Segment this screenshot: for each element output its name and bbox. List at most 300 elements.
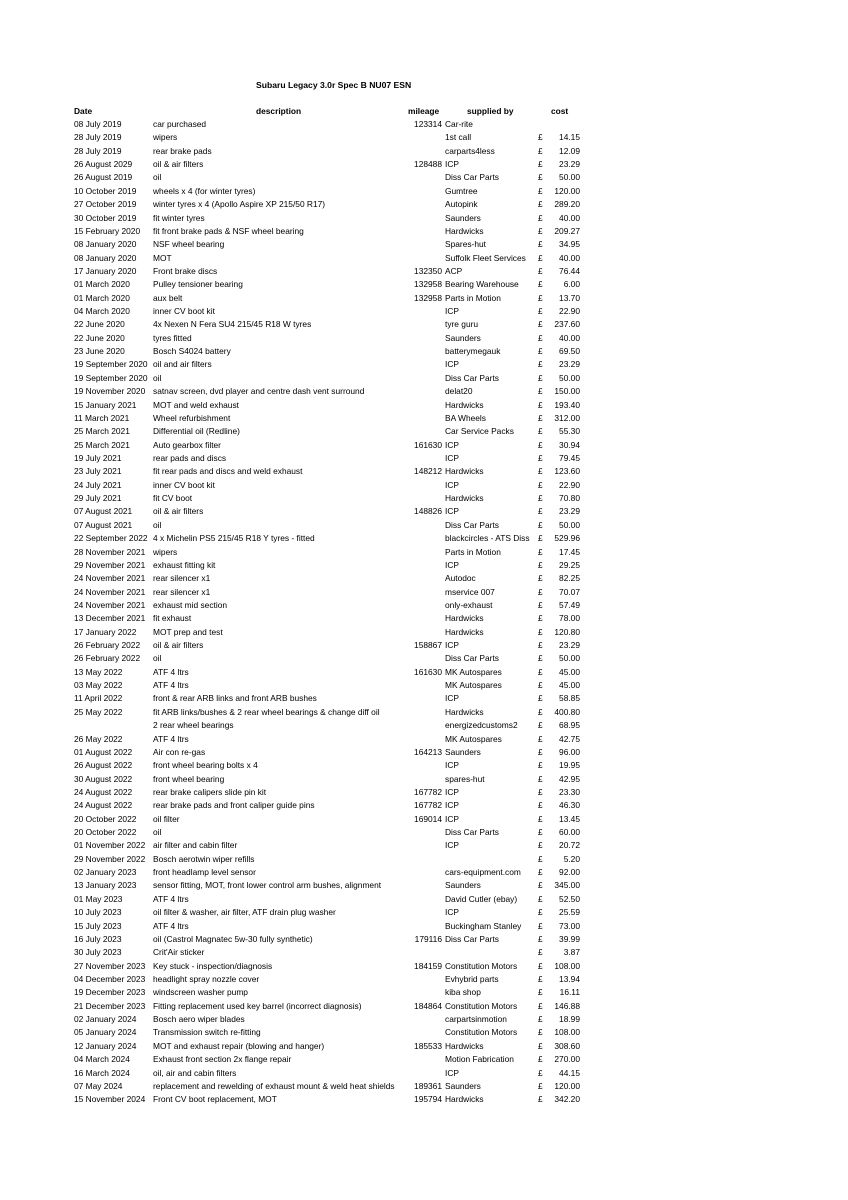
cell-date: 30 October 2019 (74, 212, 137, 223)
table-row (74, 893, 594, 906)
table-row (74, 1093, 594, 1106)
cell-date: 30 July 2023 (74, 947, 122, 958)
cell-date: 28 July 2019 (74, 145, 122, 156)
cell-currency: £ (538, 292, 543, 303)
cell-supplier: Autodoc (445, 573, 476, 584)
cell-description: oil (Castrol Magnatec 5w-30 fully synthetic) (153, 933, 313, 944)
cell-cost: 3.87 (563, 947, 580, 958)
cell-cost: 6.00 (563, 279, 580, 290)
cell-currency: £ (538, 1080, 543, 1091)
cell-currency: £ (538, 439, 543, 450)
cell-date: 29 November 2021 (74, 559, 146, 570)
cell-mileage: 164213 (414, 746, 442, 757)
table-row (74, 439, 594, 452)
cell-currency: £ (538, 132, 543, 143)
cell-cost: 23.29 (559, 640, 580, 651)
cell-currency: £ (538, 827, 543, 838)
cell-description: wipers (153, 132, 178, 143)
cell-date: 26 February 2022 (74, 653, 141, 664)
cell-currency: £ (538, 386, 543, 397)
table-row (74, 1067, 594, 1080)
cell-date: 20 October 2022 (74, 813, 137, 824)
cell-description: replacement and rewelding of exhaust mount & weld heat shields (153, 1080, 395, 1091)
cell-supplier: delat20 (445, 386, 473, 397)
cell-cost: 17.45 (559, 546, 580, 557)
cell-mileage: 158867 (414, 640, 442, 651)
cell-cost: 42.95 (559, 773, 580, 784)
cell-description: aux belt (153, 292, 183, 303)
cell-supplier: MK Autospares (445, 680, 502, 691)
cell-description: Fitting replacement used key barrel (incorrect diagnosis) (153, 1000, 362, 1011)
cell-description: MOT and weld exhaust (153, 399, 239, 410)
table-row (74, 278, 594, 291)
table-row (74, 519, 594, 532)
cell-cost: 40.00 (559, 212, 580, 223)
cell-description: exhaust fitting kit (153, 559, 216, 570)
cell-supplier: ICP (445, 479, 459, 490)
cell-currency: £ (538, 1054, 543, 1065)
cell-cost: 50.00 (559, 172, 580, 183)
cell-description: NSF wheel bearing (153, 239, 225, 250)
cell-cost: 108.00 (554, 1027, 580, 1038)
cell-cost: 50.00 (559, 372, 580, 383)
cell-cost: 312.00 (554, 412, 580, 423)
cell-description: ATF 4 ltrs (153, 893, 189, 904)
cell-currency: £ (538, 1067, 543, 1078)
cell-description: rear brake calipers slide pin kit (153, 786, 267, 797)
cell-cost: 78.00 (559, 613, 580, 624)
cell-supplier: blackcircles - ATS Diss (445, 533, 530, 544)
cell-currency: £ (538, 760, 543, 771)
cell-supplier: 1st call (445, 132, 472, 143)
cell-supplier: Hardwicks (445, 493, 484, 504)
cell-date: 24 November 2021 (74, 599, 146, 610)
cell-currency: £ (538, 319, 543, 330)
cell-currency: £ (538, 599, 543, 610)
cell-date: 04 December 2023 (74, 974, 146, 984)
cell-supplier: Evhybrid parts (445, 974, 499, 984)
cell-cost: 34.95 (559, 239, 580, 250)
cell-description: Wheel refurbishment (153, 412, 231, 423)
cell-currency: £ (538, 479, 543, 490)
cell-cost: 96.00 (559, 746, 580, 757)
cell-cost: 123.60 (554, 466, 580, 477)
cell-description: exhaust mid section (153, 599, 228, 610)
cell-supplier: Diss Car Parts (445, 827, 499, 838)
cell-supplier: BA Wheels (445, 412, 486, 423)
cell-cost: 13.70 (559, 292, 580, 303)
cell-cost: 40.00 (559, 332, 580, 343)
table-row (74, 746, 594, 759)
cell-description: inner CV boot kit (153, 479, 215, 490)
table-row (74, 345, 594, 358)
cell-mileage: 148212 (414, 466, 442, 477)
cell-supplier: Diss Car Parts (445, 519, 499, 530)
cell-currency: £ (538, 947, 543, 958)
cell-currency: £ (538, 546, 543, 557)
cell-cost: 342.20 (554, 1094, 580, 1105)
table-row (74, 639, 594, 652)
cell-date: 30 August 2022 (74, 773, 133, 784)
cell-cost: 13.45 (559, 813, 580, 824)
table-row (74, 586, 594, 599)
cell-cost: 22.90 (559, 479, 580, 490)
cell-cost: 529.96 (554, 533, 580, 544)
cell-mileage: 184864 (414, 1000, 442, 1011)
cell-description: winter tyres x 4 (Apollo Aspire XP 215/50 R17) (153, 199, 326, 210)
cell-mileage: 128488 (414, 159, 442, 170)
cell-date: 19 November 2020 (74, 386, 146, 397)
table-row (74, 853, 594, 866)
table-row (74, 505, 594, 518)
cell-description: car purchased (153, 119, 207, 129)
cell-currency: £ (538, 640, 543, 651)
cell-currency: £ (538, 653, 543, 664)
cell-description: oil (153, 827, 162, 838)
cell-cost: 237.60 (554, 319, 580, 330)
table-row (74, 986, 594, 999)
cell-date: 10 October 2019 (74, 185, 137, 196)
cell-description: 2 rear wheel bearings (153, 720, 234, 731)
cell-cost: 150.00 (554, 386, 580, 397)
cell-currency: £ (538, 559, 543, 570)
cell-cost: 46.30 (559, 800, 580, 811)
table-row (74, 546, 594, 559)
cell-mileage: 195794 (414, 1094, 442, 1105)
cell-currency: £ (538, 172, 543, 183)
cell-currency: £ (538, 225, 543, 236)
cell-date: 22 September 2022 (74, 533, 148, 544)
cell-date: 01 March 2020 (74, 292, 130, 303)
cell-currency: £ (538, 359, 543, 370)
cell-supplier: ICP (445, 306, 459, 317)
cell-cost: 193.40 (554, 399, 580, 410)
cell-description: headlight spray nozzle cover (153, 974, 260, 984)
cell-cost: 120.00 (554, 1080, 580, 1091)
table-row (74, 1000, 594, 1013)
cell-mileage: 161630 (414, 666, 442, 677)
cell-cost: 146.88 (554, 1000, 580, 1011)
cell-currency: £ (538, 626, 543, 637)
cell-cost: 55.30 (559, 426, 580, 437)
cell-description: Differential oil (Redline) (153, 426, 240, 437)
cell-supplier: ICP (445, 506, 459, 517)
cell-cost: 23.29 (559, 159, 580, 170)
header-cost: cost (551, 106, 569, 116)
cell-description: oil (153, 519, 162, 530)
maintenance-ledger (74, 104, 594, 1107)
cell-cost: 76.44 (559, 265, 580, 276)
cell-currency: £ (538, 493, 543, 504)
cell-supplier: Hardwicks (445, 626, 484, 637)
cell-date: 24 August 2022 (74, 800, 133, 811)
cell-description: oil filter (153, 813, 180, 824)
table-row (74, 479, 594, 492)
cell-cost: 39.99 (559, 933, 580, 944)
cell-date: 15 January 2021 (74, 399, 137, 410)
cell-date: 07 May 2024 (74, 1080, 123, 1091)
cell-supplier: ICP (445, 840, 459, 851)
cell-cost: 40.00 (559, 252, 580, 263)
cell-date: 02 January 2024 (74, 1014, 137, 1025)
cell-cost: 57.49 (559, 599, 580, 610)
table-row (74, 773, 594, 786)
cell-date: 10 July 2023 (74, 907, 122, 918)
cell-currency: £ (538, 773, 543, 784)
table-row (74, 799, 594, 812)
cell-supplier: David Cutler (ebay) (445, 893, 518, 904)
cell-cost: 45.00 (559, 666, 580, 677)
cell-currency: £ (538, 426, 543, 437)
cell-currency: £ (538, 974, 543, 984)
cell-supplier: ICP (445, 559, 459, 570)
cell-description: wheels x 4 (for winter tyres) (153, 185, 256, 196)
cell-date: 13 January 2023 (74, 880, 137, 891)
cell-currency: £ (538, 840, 543, 851)
cell-currency: £ (538, 706, 543, 717)
table-row (74, 960, 594, 973)
cell-supplier: Constitution Motors (445, 1000, 518, 1011)
cell-currency: £ (538, 920, 543, 931)
cell-description: rear brake pads (153, 145, 212, 156)
cell-date: 23 June 2020 (74, 346, 125, 357)
cell-supplier: Saunders (445, 212, 481, 223)
cell-cost: 18.99 (559, 1014, 580, 1025)
cell-date: 11 April 2022 (74, 693, 123, 704)
table-row (74, 492, 594, 505)
cell-supplier: Saunders (445, 1080, 481, 1091)
cell-supplier: Diss Car Parts (445, 933, 499, 944)
cell-cost: 22.90 (559, 306, 580, 317)
cell-supplier: Suffolk Fleet Services (445, 252, 526, 263)
cell-description: Bosch aero wiper blades (153, 1014, 245, 1025)
cell-supplier: Hardwicks (445, 225, 484, 236)
cell-cost: 73.00 (559, 920, 580, 931)
table-row (74, 318, 594, 331)
cell-date: 17 January 2022 (74, 626, 137, 637)
cell-currency: £ (538, 185, 543, 196)
cell-description: windscreen washer pump (153, 987, 248, 998)
cell-supplier: batterymegauk (445, 346, 501, 357)
cell-date: 24 August 2022 (74, 786, 133, 797)
table-row (74, 599, 594, 612)
cell-cost: 68.95 (559, 720, 580, 731)
cell-supplier: ICP (445, 786, 459, 797)
cell-supplier: ICP (445, 1067, 459, 1078)
table-row (74, 212, 594, 225)
table-row (74, 906, 594, 919)
table-row (74, 626, 594, 639)
cell-supplier: carpartsinmotion (445, 1014, 507, 1025)
header-supplier: supplied by (467, 106, 514, 116)
cell-date: 19 September 2020 (74, 372, 148, 383)
table-row (74, 305, 594, 318)
cell-currency: £ (538, 252, 543, 263)
cell-description: MOT prep and test (153, 626, 223, 637)
cell-date: 11 March 2021 (74, 412, 130, 423)
cell-supplier: Hardwicks (445, 706, 484, 717)
cell-description: Front CV boot replacement, MOT (153, 1094, 277, 1105)
table-row (74, 265, 594, 278)
cell-description: Air con re-gas (153, 746, 206, 757)
table-row (74, 412, 594, 425)
cell-date: 16 March 2024 (74, 1067, 130, 1078)
cell-mileage: 189361 (414, 1080, 442, 1091)
cell-cost: 120.80 (554, 626, 580, 637)
cell-supplier: ICP (445, 439, 459, 450)
cell-date: 26 August 2022 (74, 760, 133, 771)
cell-supplier: MK Autospares (445, 666, 502, 677)
cell-supplier: ACP (445, 265, 463, 276)
cell-supplier: carparts4less (445, 145, 495, 156)
cell-currency: £ (538, 265, 543, 276)
cell-currency: £ (538, 1094, 543, 1105)
cell-supplier: Spares-hut (445, 239, 486, 250)
table-row (74, 786, 594, 799)
cell-cost: 23.29 (559, 506, 580, 517)
cell-currency: £ (538, 1000, 543, 1011)
cell-description: Transmission switch re-fitting (153, 1027, 261, 1038)
cell-currency: £ (538, 306, 543, 317)
cell-description: rear silencer x1 (153, 586, 211, 597)
cell-description: fit front brake pads & NSF wheel bearing (153, 225, 304, 236)
cell-cost: 44.15 (559, 1067, 580, 1078)
cell-supplier: Constitution Motors (445, 1027, 518, 1038)
cell-supplier: mservice 007 (445, 586, 495, 597)
cell-currency: £ (538, 159, 543, 170)
cell-cost: 79.45 (559, 452, 580, 463)
cell-description: fit exhaust (153, 613, 192, 624)
table-row (74, 145, 594, 158)
cell-date: 07 August 2021 (74, 506, 133, 517)
cell-currency: £ (538, 239, 543, 250)
table-row (74, 813, 594, 826)
cell-date: 02 January 2023 (74, 867, 137, 878)
cell-cost: 209.27 (554, 225, 580, 236)
cell-currency: £ (538, 1014, 543, 1025)
cell-cost: 14.15 (559, 132, 580, 143)
cell-cost: 30.94 (559, 439, 580, 450)
table-row (74, 706, 594, 719)
cell-currency: £ (538, 746, 543, 757)
cell-mileage: 184159 (414, 960, 442, 971)
cell-date: 03 May 2022 (74, 680, 123, 691)
cell-currency: £ (538, 519, 543, 530)
cell-date: 15 July 2023 (74, 920, 122, 931)
table-row (74, 171, 594, 184)
cell-currency: £ (538, 573, 543, 584)
cell-currency: £ (538, 733, 543, 744)
table-row (74, 1040, 594, 1053)
cell-cost: 20.72 (559, 840, 580, 851)
cell-description: Auto gearbox filter (153, 439, 221, 450)
cell-currency: £ (538, 853, 543, 864)
table-row (74, 238, 594, 251)
cell-description: oil (153, 172, 162, 183)
cell-description: sensor fitting, MOT, front lower control arm bushes, alignment (153, 880, 382, 891)
table-row (74, 839, 594, 852)
table-row (74, 1026, 594, 1039)
cell-description: tyres fitted (153, 332, 192, 343)
table-row (74, 933, 594, 946)
cell-date: 29 July 2021 (74, 493, 122, 504)
cell-currency: £ (538, 346, 543, 357)
cell-description: rear silencer x1 (153, 573, 211, 584)
cell-description: Bosch aerotwin wiper refills (153, 853, 255, 864)
header-row (74, 104, 594, 118)
cell-date: 26 August 2029 (74, 159, 133, 170)
table-row (74, 826, 594, 839)
cell-currency: £ (538, 1040, 543, 1051)
cell-description: wipers (153, 546, 178, 557)
cell-cost: 13.94 (559, 974, 580, 984)
cell-supplier: MK Autospares (445, 733, 502, 744)
cell-currency: £ (538, 867, 543, 878)
table-row (74, 679, 594, 692)
table-row (74, 920, 594, 933)
cell-currency: £ (538, 813, 543, 824)
cell-description: oil filter & washer, air filter, ATF drain plug washer (153, 907, 336, 918)
cell-cost: 19.95 (559, 760, 580, 771)
cell-supplier: Saunders (445, 332, 481, 343)
table-row (74, 879, 594, 892)
cell-mileage: 132958 (414, 279, 442, 290)
cell-description: Bosch S4024 battery (153, 346, 231, 357)
cell-mileage: 167782 (414, 786, 442, 797)
cell-date: 26 May 2022 (74, 733, 123, 744)
cell-mileage: 161630 (414, 439, 442, 450)
cell-supplier: Car-rite (445, 119, 473, 129)
cell-supplier: ICP (445, 800, 459, 811)
cell-currency: £ (538, 412, 543, 423)
table-row (74, 866, 594, 879)
table-row (74, 158, 594, 171)
cell-currency: £ (538, 666, 543, 677)
cell-cost: 23.30 (559, 786, 580, 797)
table-row (74, 399, 594, 412)
cell-mileage: 148826 (414, 506, 442, 517)
cell-description: oil & air filters (153, 506, 204, 517)
cell-currency: £ (538, 960, 543, 971)
table-row (74, 733, 594, 746)
cell-cost: 82.25 (559, 573, 580, 584)
cell-description: Front brake discs (153, 265, 218, 276)
table-row (74, 719, 594, 732)
cell-currency: £ (538, 693, 543, 704)
cell-supplier: Hardwicks (445, 466, 484, 477)
cell-date: 15 February 2020 (74, 225, 141, 236)
table-row (74, 666, 594, 679)
cell-date: 20 October 2022 (74, 827, 137, 838)
cell-cost: 70.80 (559, 493, 580, 504)
table-row (74, 1053, 594, 1066)
cell-description: air filter and cabin filter (153, 840, 238, 851)
cell-description: oil & air filters (153, 640, 204, 651)
cell-description: ATF 4 ltrs (153, 680, 189, 691)
cell-date: 25 March 2021 (74, 439, 130, 450)
cell-supplier: Gumtree (445, 185, 478, 196)
cell-cost: 45.00 (559, 680, 580, 691)
cell-currency: £ (538, 680, 543, 691)
cell-description: 4x Nexen N Fera SU4 215/45 R18 W tyres (153, 319, 312, 330)
cell-date: 24 November 2021 (74, 586, 146, 597)
cell-mileage: 123314 (414, 119, 442, 129)
cell-supplier: energizedcustoms2 (445, 720, 518, 731)
cell-date: 19 September 2020 (74, 359, 148, 370)
cell-supplier: Parts in Motion (445, 292, 501, 303)
table-row (74, 425, 594, 438)
cell-supplier: ICP (445, 359, 459, 370)
